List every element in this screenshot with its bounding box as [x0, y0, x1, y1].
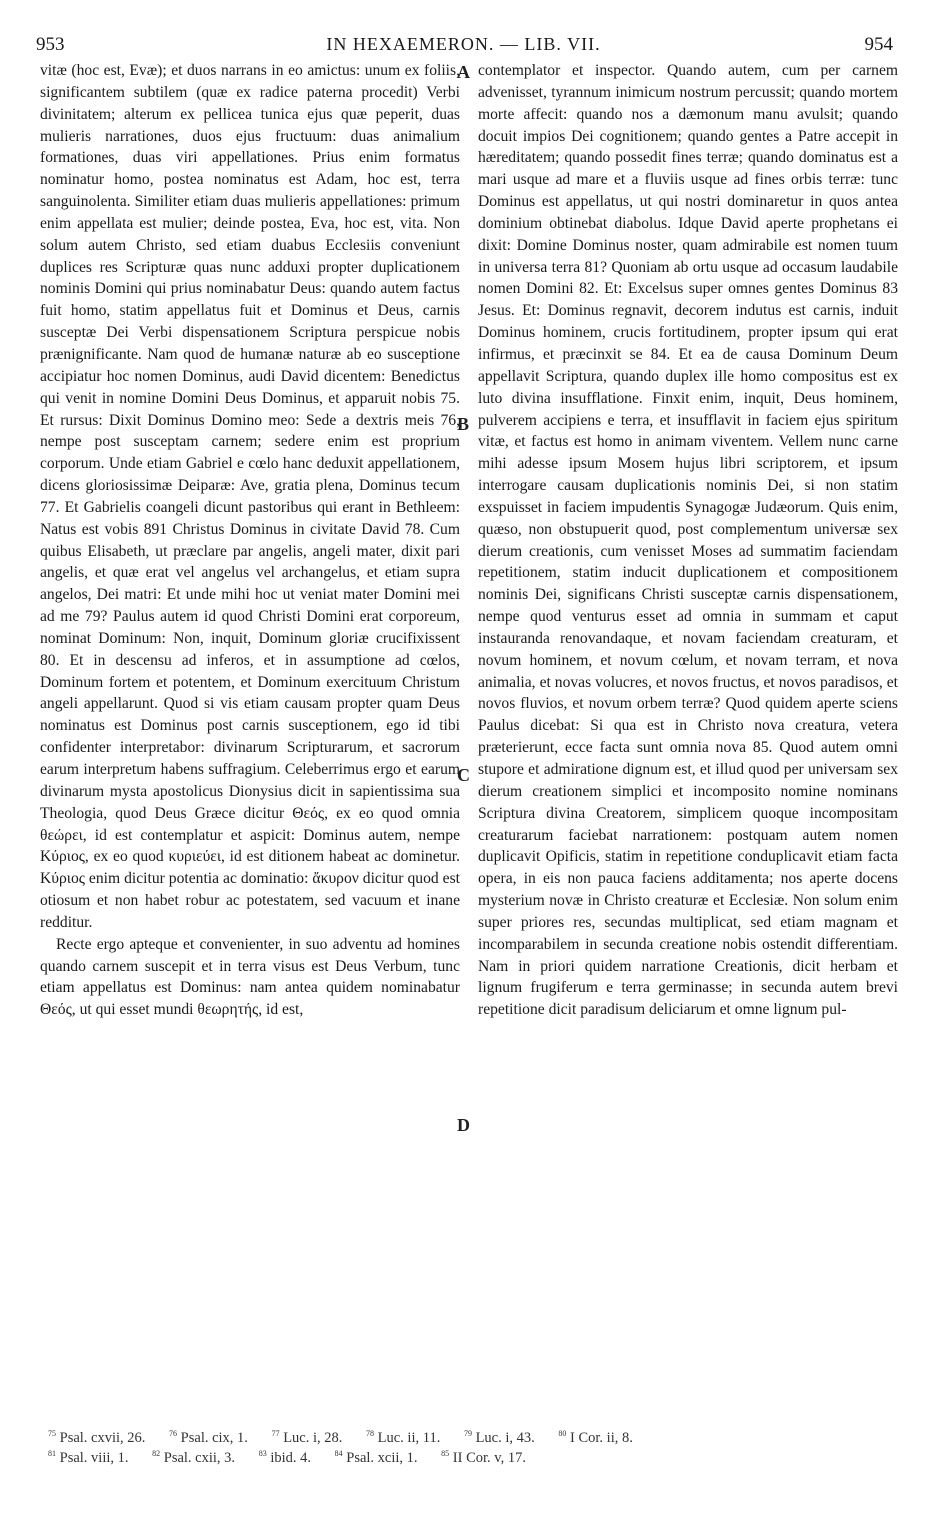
footnote-text: ibid. 4.: [270, 1450, 311, 1466]
running-title: IN HEXAEMERON. — LIB. VII.: [326, 34, 601, 54]
right-paragraph-1: contemplator et inspector. Quando autem, cum per carnem advenisset, tyrannum inimicum nostrum percussit; quando mortem morte affecit: quando nos a dæmonum manu avulsit; quando docuit impios Dei cognitionem; quando gentes a Patre accepit in hæreditatem; quando possedit fines terræ; quando dominatus est a mari usque ad mare et a fluviis usque ad fines orbis terræ: tunc Dominus est appellatus, ut qui nostri dominaretur in quos antea dominium obtinebat diabolus. Idque David aperte prophetans ei dixit: Domine Dominus noster, quam admirabile est nomen tuum in universa terra 81? Quoniam ab ortu usque ad occasum laudabile nomen Domini 82. Et: Excelsus super omnes gentes Dominus 83 Jesus. Et: Dominus regnavit, decorem indutus est carnis, induit Dominus hominem, crucis fortitudinem, propter ipsum qui erat infirmus, et præcinxit se 84. Et ea de causa Dominum Deum appellavit Scriptura, quando duplex ille homo compositus est ex luto divina insufflatione. Finxit enim, inquit, Deus hominem, pulverem accipiens e terra, et insufflavit in faciem ejus spiritum vitæ, et factus est homo in animam viventem. Vellem nunc carne mihi adesse ipsum Mosem hujus libri scriptorem, et ipsum interrogare causam duplicationis nominis Dei, si non statim exspuisset in faciem impudentis Synagogæ Judæorum. Quis enim, quæso, non obstupuerit quod, post complementum universæ sex dierum creationis, cum venisset Moses ad summatim faciendam repetitionem, statim inducit duplicationem et compositionem nominis Dei, significans Christi susceptæ carnis dispensationem, nempe quod venturus esset ad omnia in summam et caput instauranda renovandaque, et novam faciendam creaturam, et novum hominem, et novum cœlum, et novam terram, et nova animalia, et novas volucres, et novos fructus, et novos paradisos, et novos fluvios, et novum orbem terræ? Quod quidem aperte sciens Paulus dicebat: Si qua est in Christo nova creatura, vetera præterierunt, ecce facta sunt omnia nova 85. Quod autem omni stupore et admiratione dignum est, et illud quod per universam sex dierum creationem simplici et incomposito nomine nominans Scriptura divina Creatorem, simplicem quoque incompositam creaturarum faciebat narrationem: postquam autem nomen duplicavit Opificis, statim in repetitione conduplicavit etiam facta opera, in eis non pauca faciens additamenta; nos aperte docens mysterium novæ in Christo creaturæ et Ecclesiæ. Non solum enim super priores res, secundas multiplicat, sed etiam magnam et incomparabilem in secunda creatione nobis ostendit differentiam. Nam in priori quidem narratione Creationis, dicit herbam et lignum frugiferum e terra germinasse; in secunda autem brevi repetitione dicit paradisum deliciarum et omne lignum pul-: [478, 62, 898, 1019]
footnotes: [48, 1428, 887, 1468]
footnote-row-1: [48, 1428, 887, 1448]
footnote: [48, 1450, 129, 1466]
footnote-text: Psal. cxvii, 26.: [59, 1430, 146, 1446]
footnote: [464, 1430, 535, 1446]
margin-letter-b: B: [457, 414, 470, 434]
footnote-text: Psal. cix, 1.: [180, 1430, 248, 1446]
footnote: [335, 1450, 418, 1466]
left-paragraph-2: Recte ergo apteque et convenienter, in suo adventu ad homines quando carnem suscepit et in terra visus est Deus Verbum, tunc etiam appellatus est Dominus: nam antea quidem nominabatur Θεός, ut qui esset mundi θεωρητής, id est,: [40, 935, 460, 1019]
footnote-text: II Cor. v, 17.: [452, 1450, 526, 1466]
footnote: [259, 1450, 311, 1466]
page-number-right: 954: [864, 34, 893, 55]
footnote-number: 79: [463, 1429, 472, 1439]
left-paragraph-1: vitæ (hoc est, Evæ); et duos narrans in eo amictus: unum ex foliis, significantem subtilem (quæ ex radice paterna procedit) Verbi divinitatem; alterum ex pellicea tunica ejus quæ peperit, duas mulieris narrationes, duos ejus fructuum: duas animalium formationes, duas viri appellationes. Prius enim formatus nominatur homo, postea nominatus est Adam, hoc est, terra sanguinolenta. Similiter etiam duas mulieris appellationes: primum enim appellata est mulier; deinde postea, Eva, hoc est, vita. Non solum autem Christo, sed etiam duabus Ecclesiis conveniunt duplices res Scripturæ quas nunc adduxi propter duplicationem nominis Domini qui prius nominabatur Deus: quando autem factus fuit homo, statim appellatus fuit et Dominus et Deus, carnis susceptæ Dei Verbi dispensationem Scriptura perspicue nobis prænignificante. Nam quod de humanæ naturæ ab eo susceptione accipiatur hoc nomen Dominus, audi David dicentem: Benedictus qui venit in nomine Domini Deus Dominus, et apparuit nobis 75. Et rursus: Dixit Dominus Domino meo: Sede a dextris meis 76, nempe post susceptam carnem; sedere enim est proprium corporum. Unde etiam Gabriel e cœlo hanc deduxit appellationem, dicens gloriosissimæ Deiparæ: Ave, gratia plena, Dominus tecum 77. Et Gabrielis coangeli dicunt pastoribus qui erant in Bethleem: Natus est vobis 891 Christus Dominus in civitate David 78. Cum quibus Elisabeth, ut præclare par angelis, angeli mater, dixit pari angelis, et quæ erat vel angelus vel archangelus, et etiam supra angelos, Dei matri: Et unde mihi hoc ut veniat mater Domini mei ad me 79? Paulus autem id quod Christi Domini erat corporeum, nominat Dominum: Non, inquit, Dominum gloriæ crucifixissent 80. Et in descensu ad inferos, et in assumptione ad cœlos, Dominum fortem et potentem, et Dominum exercituum Christum angeli appellarunt. Quod si vis etiam causam propter quam Deus nominatus est Dominus post carnis susceptionem, ego id tibi confidenter interpretabor: divinarum Scripturarum, et sacrorum earum interpretum habens suffragium. Celeberrimus ergo et earum divinarum mysta apostolicus Dionysius dicit in sapientissima sua Theologia, quod Deus Græce dicitur Θεός, ex eo quod omnia θεώρει, id est contemplatur et aspicit: Dominus autem, nempe Κύριος, ex eo quod κυριεύει, id est ditionem habeat ac dominetur. Κύριος enim dicitur potentia ac dominatio: ἄκυρον dicitur quod est otiosum et non habet robur ac potestatem, sed vacuum et inane redditur.: [40, 62, 460, 931]
footnote-number: 76: [169, 1429, 178, 1439]
footnote-number: 78: [366, 1429, 375, 1439]
footnote-number: 82: [152, 1449, 161, 1459]
page-number-left: 953: [36, 34, 65, 55]
margin-letter-d: D: [457, 1115, 470, 1135]
footnote-number: 77: [271, 1429, 280, 1439]
footnote: [152, 1450, 235, 1466]
footnote-number: 84: [334, 1449, 343, 1459]
footnote-text: Psal. xcii, 1.: [346, 1450, 418, 1466]
footnote-number: 75: [48, 1429, 56, 1439]
footnote-text: Luc. i, 43.: [475, 1430, 535, 1446]
footnote: [48, 1430, 145, 1446]
right-column: [478, 60, 898, 1021]
margin-letter-c: C: [457, 765, 470, 785]
footnote-number: 85: [441, 1449, 450, 1459]
footnote-text: Psal. viii, 1.: [59, 1450, 129, 1466]
footnote-number: 81: [48, 1449, 56, 1459]
footnote: [169, 1430, 248, 1446]
footnote: [366, 1430, 440, 1446]
margin-letter-a: A: [457, 62, 470, 82]
footnote: [558, 1430, 632, 1446]
footnote-number: 83: [258, 1449, 267, 1459]
footnote: [272, 1430, 343, 1446]
footnote-text: Luc. i, 28.: [283, 1430, 343, 1446]
footnote-row-2: [48, 1448, 887, 1468]
footnote-number: 80: [558, 1429, 567, 1439]
footnote-text: Luc. ii, 11.: [377, 1430, 441, 1446]
footnote-text: I Cor. ii, 8.: [570, 1430, 633, 1446]
footnote: [441, 1450, 526, 1466]
footnote-text: Psal. cxii, 3.: [163, 1450, 236, 1466]
left-column: [40, 60, 460, 1021]
page-header: [28, 34, 899, 58]
